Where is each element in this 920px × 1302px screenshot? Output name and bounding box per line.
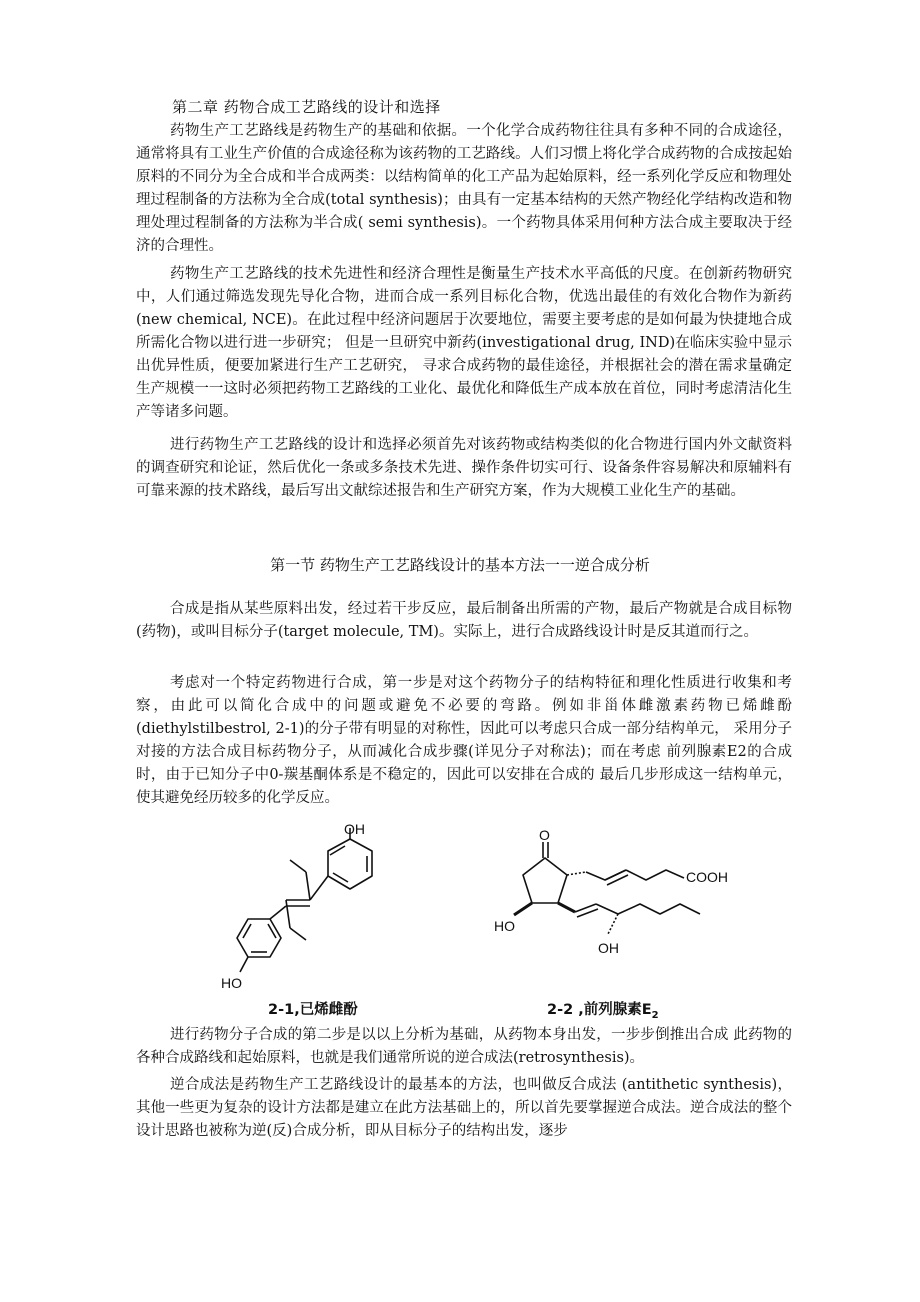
- prostaglandin-e2-structure: [514, 842, 700, 934]
- caption-2-1: 2-1,已烯雌酚: [268, 1002, 358, 1018]
- oh-chain-label: OH: [598, 940, 619, 956]
- diethylstilbestrol-structure: [237, 828, 372, 972]
- section-paragraph-1: 合成是指从某些原料出发，经过若干步反应，最后制备出所需的产物，最后产物就是合成目标物(药物)，或叫目标分子(target molecule, TM)。实际上，进行合成路线设计时是反其道而行之。: [136, 601, 792, 640]
- oh-top-label: OH: [344, 821, 365, 837]
- section-paragraph-2: 考虑对一个特定药物进行合成，第一步是对这个药物分子的结构特征和理化性质进行收集和考察，由此可以简化合成中的问题或避免不必要的弯路。例如非甾体雌激素药物已烯雌酚(diethylstilbestrol, 2-1)的分子带有明显的对称性，因此可以考虑只合成一部分结构单元， 采用分子对接的方法合成目标药物分子，从而减化合成步骤(详见分子对称法)；而在考虑 前列腺素E2的合成时，由于已知分子中0-羰基酮体系是不稳定的，因此可以安排在合成的 最后几步形成这一结构单元，使其避免经历较多的化学反应。: [136, 675, 792, 806]
- after-paragraph-2: 逆合成法是药物生产工艺路线设计的最基本的方法，也叫做反合成法 (antithetic synthesis)，其他一些更为复杂的设计方法都是建立在此方法基础上的，所以首先要掌握逆合成法。逆合成法的整个设计思路也被称为逆(反)合成分析，即从目标分子的结构出发，逐步: [136, 1077, 792, 1139]
- paragraph-3: 进行药物生产工艺路线的设计和选择必须首先对该药物或结构类似的化合物进行国内外文献资料的调查研究和论证，然后优化一条或多条技术先进、操作条件切实可行、设备条件容易解决和原辅料有可靠来源的技术路线，最后写出文献综述报告和生产研究方案，作为大规模工业化生产的基础。: [136, 437, 792, 499]
- chapter-title: 第二章 药物合成工艺路线的设计和选择: [172, 98, 441, 116]
- paragraph-1: 药物生产工艺路线是药物生产的基础和依据。一个化学合成药物往往具有多种不同的合成途径，通常将具有工业生产价值的合成途径称为该药物的工艺路线。人们习惯上将化学合成药物的合成按起始原料的不同分为全合成和半合成两类：以结构简单的化工产品为起始原料，经一系列化学反应和物理处理过程制备的方法称为全合成(total synthesis)；由具有一定基本结构的天然产物经化学结构改造和物理处理过程制备的方法称为半合成( semi synthesis)。一个药物具体采用何种方法合成主要取决于经济的合理性。: [136, 123, 792, 254]
- paragraph-2: 药物生产工艺路线的技术先进性和经济合理性是衡量生产技术水平高低的尺度。在创新药物研究中，人们通过筛选发现先导化合物，进而合成一系列目标化合物，优选出最佳的有效化合物作为新药(new chemical, NCE)。在此过程中经济问题居于次要地位，需要主要考虑的是如何最为快捷地合成所需化合物以进行进一步研究； 但是一旦研究中新药(investigational drug, IND)在临床实验中显示出优异性质，便要加紧进行生产工艺研究， 寻求合成药物的最佳途径，并根据社会的潜在需求量确定生产规模一一这时必须把药物工艺路线的工业化、最优化和降低生产成本放在首位，同时考虑清洁化生产等诸多问题。: [136, 266, 792, 420]
- ho-ring-label: HO: [494, 918, 515, 934]
- cooh-label: COOH: [686, 869, 728, 885]
- ho-bottom-label: HO: [221, 975, 242, 991]
- caption-2-2: 2-2 ,前列腺素$E_2$: [547, 1002, 659, 1021]
- chemical-structures-figure: [0, 812, 920, 1022]
- after-paragraph-1: 进行药物分子合成的第二步是以以上分析为基础，从药物本身出发，一步步倒推出合成 此药物的各种合成路线和起始原料，也就是我们通常所说的逆合成法(retrosynthesis)。: [136, 1027, 792, 1066]
- ketone-o-label: O: [539, 827, 550, 843]
- section-heading: 第一节 药物生产工艺路线设计的基本方法一一逆合成分析: [270, 556, 650, 574]
